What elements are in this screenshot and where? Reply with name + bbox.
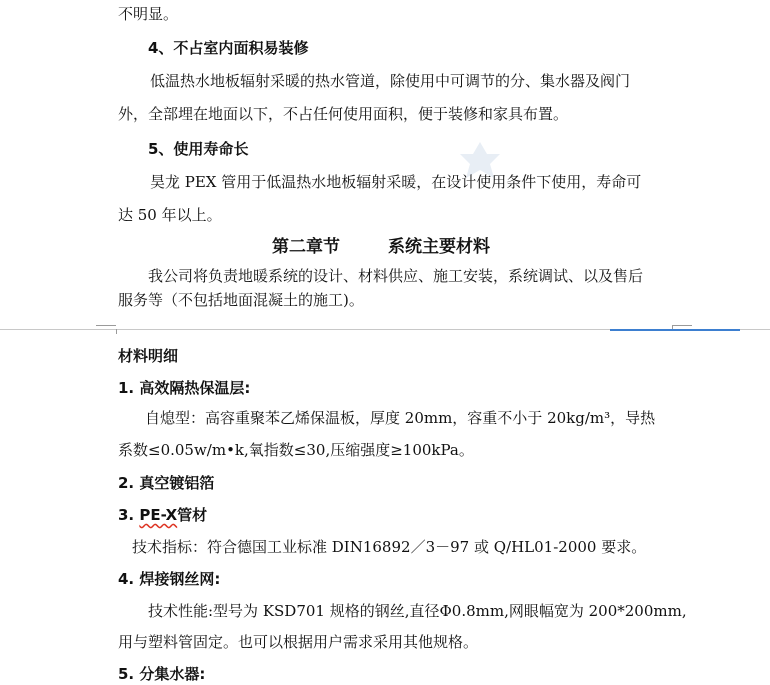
item-heading: 4. 焊接钢丝网: — [118, 570, 221, 588]
paragraph-line: 昊龙 PEX 管用于低温热水地板辐射采暖，在设计使用条件下使用，寿命可 — [150, 173, 642, 191]
paragraph-line: 技术性能:型号为 KSD701 规格的钢丝,直径Φ0.8mm,网眼幅宽为 200*200mm, — [148, 602, 687, 620]
paragraph-line: 技术指标：符合德国工业标准 DIN16892／3－97 或 Q/HL01-2000 要求。 — [132, 538, 647, 556]
heading-no-floor-space: 4、不占室内面积易装修 — [148, 39, 309, 57]
item-number: 3. — [118, 506, 140, 524]
section-title: 材料明细 — [118, 347, 179, 365]
chapter-title: 系统主要材料 — [388, 237, 490, 257]
paragraph-line: 自熄型：高容重聚苯乙烯保温板，厚度 20mm，容重不小于 20kg/m³，导热 — [145, 409, 656, 427]
watermark-logo-icon — [455, 140, 505, 180]
paragraph-line: 外，全部埋在地面以下，不占任何使用面积，便于装修和家具布置。 — [118, 105, 569, 123]
paragraph-line: 低温热水地板辐射采暖的热水管道，除使用中可调节的分、集水器及阀门 — [150, 72, 631, 90]
heading-long-life: 5、使用寿命长 — [148, 140, 249, 158]
paragraph-line: 系数≤0.05w/m•k,氧指数≤30,压缩强度≥100kPa。 — [118, 441, 474, 459]
spellcheck-word: PE-X — [139, 506, 178, 524]
chapter-number: 第二章节 — [272, 237, 340, 257]
paragraph-line: 我公司将负责地暖系统的设计、材料供应、施工安装，系统调试、以及售后 — [148, 267, 644, 285]
paragraph-line: 服务等（不包括地面混凝土的施工)。 — [118, 291, 364, 309]
paragraph-line: 用与塑料管固定。也可以根据用户需求采用其他规格。 — [118, 633, 479, 651]
item-heading: 5. 分集水器: — [118, 665, 206, 683]
item-heading: 2. 真空镀铝箔 — [118, 474, 215, 492]
item-heading: 1. 高效隔热保温层: — [118, 379, 251, 397]
selection-rule — [610, 329, 740, 331]
margin-corner-mark — [96, 329, 117, 334]
paragraph-line: 达 50 年以上。 — [118, 206, 222, 224]
item-heading-suffix: 管材 — [177, 506, 208, 524]
paragraph-tail: 不明显。 — [118, 5, 179, 23]
chapter-heading — [272, 237, 490, 257]
item-heading — [118, 505, 207, 525]
